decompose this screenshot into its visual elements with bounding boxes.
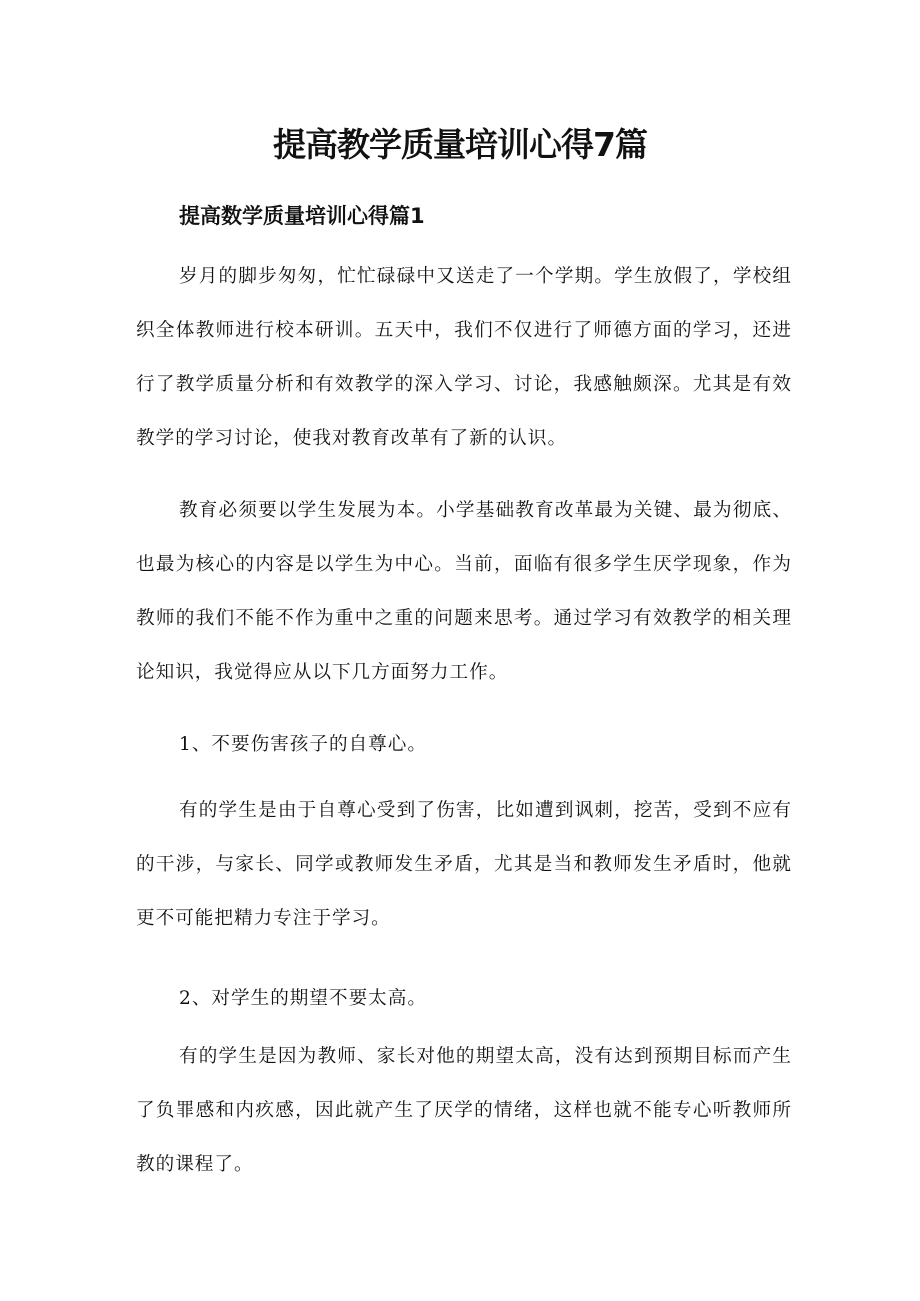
paragraph-2: 教育必须要以学生发展为本。小学基础教育改革最为关键、最为彻底、也最为核心的内容是以学生为中心。当前，面临有很多学生厌学现象，作为教师的我们不能不作为重中之重的问题来思考。通过学习有效教学的相关理论知识，我觉得应从以下几方面努力工作。 <box>136 500 792 683</box>
list-item-2: 2、对学生的期望不要太高。 <box>179 988 427 1009</box>
document-title: 提高教学质量培训心得7篇 <box>273 125 647 164</box>
paragraph-4: 有的学生是因为教师、家长对他的期望太高，没有达到预期目标而产生了负罪感和内疚感，因此就产生了厌学的情绪，这样也就不能专心听教师所教的课程了。 <box>136 1046 792 1175</box>
list-item-1: 1、不要伤害孩子的自尊心。 <box>179 734 427 755</box>
section-heading: 提高数学质量培训心得篇1 <box>179 204 425 228</box>
paragraph-3: 有的学生是由于自尊心受到了伤害，比如遭到讽刺，挖苦，受到不应有的干涉，与家长、同学或教师发生矛盾，尤其是当和教师发生矛盾时，他就更不可能把精力专注于学习。 <box>136 800 792 929</box>
paragraph-1: 岁月的脚步匆匆，忙忙碌碌中又送走了一个学期。学生放假了，学校组织全体教师进行校本研训。五天中，我们不仅进行了师德方面的学习，还进行了教学质量分析和有效教学的深入学习、讨论，我感触颇深。尤其是有效教学的学习讨论，使我对教育改革有了新的认识。 <box>136 266 792 449</box>
